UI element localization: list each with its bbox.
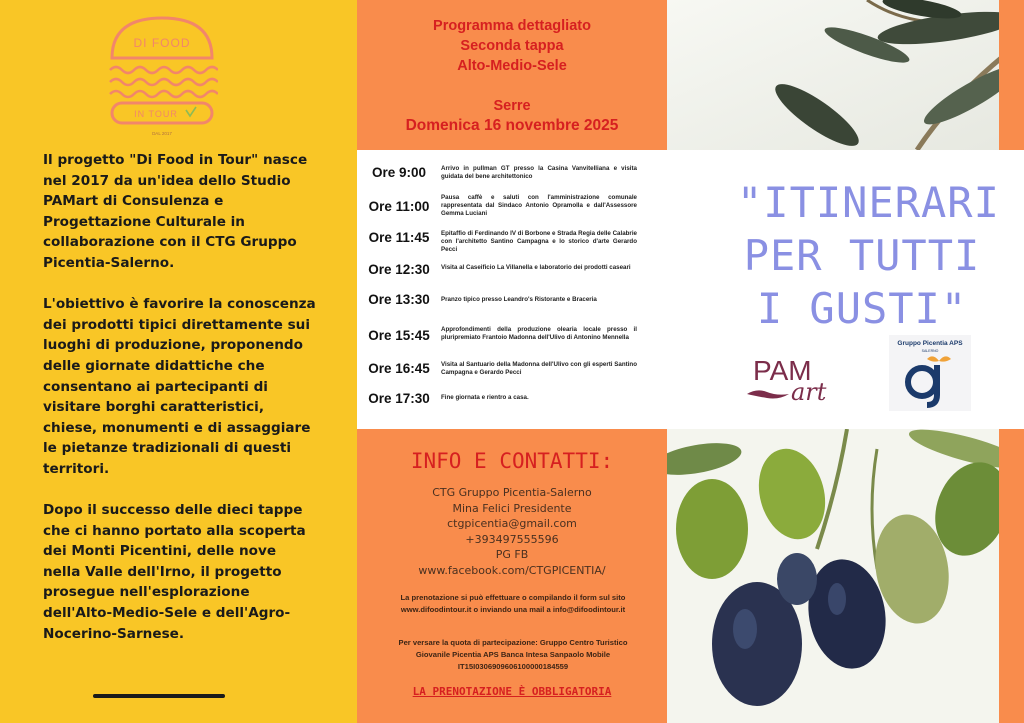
town-label: Serre (493, 98, 531, 114)
olive-branch-image-top (667, 0, 1024, 150)
schedule-row (357, 326, 657, 356)
schedule-row (357, 390, 657, 420)
description-paragraph: L'obiettivo è favorire la conoscenza dei prodotti tipici direttamente sui luoghi di produzione, proponendo delle giornate didattiche che consentano ai partecipanti di visitare borghi caratteristici, chiese, monumenti e di assaggiare le pietanze tradizionali di questi territori. (43, 296, 316, 477)
schedule-row (357, 360, 657, 390)
schedule-row (357, 230, 657, 260)
schedule-time: Ore 11:45 (368, 230, 430, 245)
title-line: PER TUTTI (743, 231, 981, 280)
schedule-description: Pranzo tipico presso Leandro's Ristorante e Braceria (441, 296, 597, 303)
info-section (357, 429, 667, 723)
schedule-description: Pausa caffè e saluti con l'amministrazione comunale rappresentata dal Sindaco Antonio Opramolla e dall'Assessore Gemma Luciani (441, 194, 637, 217)
schedule-time: Ore 16:45 (368, 361, 430, 376)
ctg-picentia-logo (889, 335, 971, 411)
info-title: INFO E CONTATTI: (410, 449, 614, 473)
schedule-row (357, 196, 657, 226)
svg-text:PAM: PAM (753, 355, 812, 386)
schedule-row (357, 163, 657, 193)
orange-strip (999, 429, 1024, 723)
di-food-in-tour-logo (106, 14, 218, 138)
schedule-time: Ore 9:00 (371, 165, 427, 180)
contact-fb-link[interactable]: www.facebook.com/CTGPICENTIA/ (418, 563, 606, 577)
contact-email[interactable]: ctgpicentia@gmail.com (447, 517, 577, 530)
program-header (357, 0, 667, 150)
schedule-row (357, 261, 657, 291)
stage-label: Seconda tappa (460, 38, 564, 54)
title-line: I GUSTI" (756, 284, 968, 333)
brochure-title (737, 176, 1000, 335)
schedule-description: Visita al Santuario della Madonna dell'Ulivo con gli esperti Santino Campagna e Gerardo Pecci (441, 361, 637, 376)
schedule-band (357, 150, 1024, 429)
area-label: Alto-Medio-Sele (457, 58, 567, 74)
contact-fb-label: PG FB (495, 548, 529, 561)
orange-strip (999, 0, 1024, 150)
olives-image-bottom (667, 429, 1024, 723)
olive-leaves-illustration (667, 0, 1024, 150)
description-paragraph: Dopo il successo delle dieci tappe che ci hanno portato alla scoperta dei Monti Picentini, delle nove nella Valle dell'Irno, il progetto prosegue nell'esplorazione dell'Alto-Medio-Sele e dell'Agro-Nocerino-Sarnese. (43, 502, 306, 642)
schedule-description: Visita al Caseificio La Villanella e laboratorio dei prodotti caseari (441, 264, 631, 271)
svg-text:IN TOUR: IN TOUR (134, 109, 178, 119)
project-description (43, 150, 318, 665)
event-date: Domenica 16 novembre 2025 (405, 117, 619, 134)
booking-mandatory-notice: LA PRENOTAZIONE È OBBLIGATORIA (412, 685, 612, 698)
divider (93, 694, 225, 698)
payment-info: Per versare la quota di partecipazione: Gruppo Centro Turistico Giovanile Picentia APS Banca Intesa Sanpaolo Mobile IT15I0306909606100000184559 (398, 638, 628, 671)
svg-text:SALERNO: SALERNO (921, 349, 939, 353)
contact-org: CTG Gruppo Picentia-Salerno (432, 486, 592, 499)
svg-text:art: art (791, 378, 827, 406)
svg-text:Gruppo Picentia APS: Gruppo Picentia APS (897, 340, 963, 347)
left-panel (0, 0, 357, 723)
schedule-description: Arrivo in pullman GT presso la Casina Vanvitelliana e visita guidata del bene architettonico (441, 165, 637, 180)
schedule-time: Ore 15:45 (368, 328, 430, 343)
schedule-time: Ore 17:30 (368, 391, 430, 406)
schedule-time: Ore 11:00 (368, 199, 430, 214)
schedule-time: Ore 13:30 (368, 292, 430, 307)
contact-president: Mina Felici Presidente (452, 501, 572, 515)
contact-phone[interactable]: +393497555596 (465, 532, 559, 546)
olives-illustration (667, 429, 1024, 723)
booking-info: La prenotazione si può effettuare o compilando il form sul sito www.difoodintour.it o inviando una mail a info@difoodintour.it (400, 593, 626, 614)
schedule-description: Approfondimenti della produzione olearia locale presso il pluripremiato Frantoio Madonna dell'Ulivo di Antonino Mennella (441, 326, 637, 341)
svg-text:DI FOOD: DI FOOD (133, 36, 191, 50)
schedule-row (357, 291, 657, 321)
pamart-logo (745, 350, 865, 410)
schedule-description: Fine giornata e rientro a casa. (441, 394, 529, 401)
svg-text:DAL 2017: DAL 2017 (152, 131, 172, 136)
program-title: Programma dettagliato (433, 18, 591, 34)
title-line: "ITINERARI (737, 178, 1000, 227)
schedule-time: Ore 12:30 (368, 262, 430, 277)
description-paragraph: Il progetto "Di Food in Tour" nasce nel 2017 da un'idea dello Studio PAMart di Consulenza e Progettazione Culturale in collaborazione con il CTG Gruppo Picentia-Salerno. (43, 152, 308, 271)
schedule-description: Epitaffio di Ferdinando IV di Borbone e Strada Regia delle Calabrie con l'architetto Santino Campagna e lo storico d'arte Gerardo Pecci (441, 230, 637, 253)
